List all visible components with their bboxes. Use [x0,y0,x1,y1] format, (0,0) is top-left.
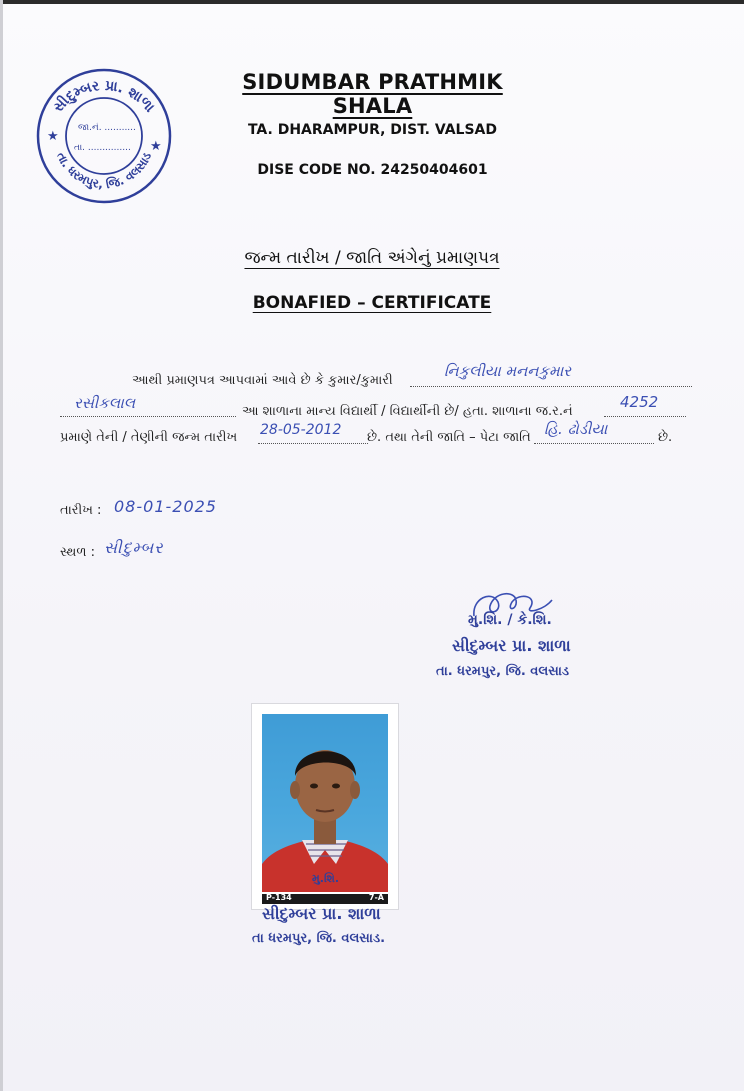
school-name: SIDUMBAR PRATHMIK SHALA [242,70,503,118]
photo-stamp-school: સીદુમ્બર પ્રા. શાળા [262,904,381,923]
seal-inner-line-1: જા.નં. ........... [78,123,136,133]
photo-code-bar [262,894,388,904]
date-value: 08-01-2025 [114,497,217,516]
certificate-title-gujarati: જન્મ તારીખ / જાતિ અંગેનું પ્રમાણપત્ર [244,248,500,268]
birthdate-fill-line [258,443,368,444]
place-label: સ્થળ : [60,545,96,560]
stamp-designation: મુ.શિ. / કે.શિ. [468,612,552,628]
svg-text:★: ★ [150,139,162,154]
scan-top-edge [0,0,744,4]
body-line1-prefix: આથી પ્રમાણપત્ર આપવામાં આવે છે કે કુમાર/કુમારી [132,373,393,388]
dise-code: DISE CODE NO. 24250404601 [257,162,488,178]
photo-stamp-overlay: મુ.શિ. [312,872,340,885]
surname-fill-line [60,416,236,417]
name-fill-line [410,386,692,387]
body-line3-end: છે. [658,430,673,445]
body-line3-b: છે. તથા તેની જાતિ – પેટા જાતિ [367,430,531,445]
body-line2-mid: આ શાળાના માન્ય વિદ્યાર્થી / વિદ્યાર્થીની છે/ હતા. શાળાના જ.ર.નં [242,404,573,419]
student-name: નિકુલીયા મનનકુમાર [444,362,572,380]
place-value: સીદુમ્બર [104,538,164,557]
photo-code-left: P-134 [266,893,292,902]
certificate-title-english: BONAFIED – CERTIFICATE [252,293,492,313]
register-number: 4252 [620,393,659,411]
student-photo [262,714,388,892]
seal-text-bottom: તા. ધરમપુર, જિ. વલસાડ [53,150,155,192]
body-line3-a: પ્રમાણે તેની / તેણીની જન્મ તારીખ [60,430,238,445]
student-surname: રસીકલાલ [74,394,136,412]
seal-text-top: સીદુમ્બર પ્રા. શાળા [50,77,158,116]
caste-fill-line [534,443,654,444]
school-seal [34,66,174,206]
stamp-school-name: સીદુમ્બર પ્રા. શાળા [452,636,571,655]
photo-code-right: 7-A [368,893,384,902]
scan-left-edge [0,0,3,1091]
date-label: તારીખ : [60,503,102,518]
svg-text:★: ★ [47,129,59,144]
svg-text:તા. ધરમપુર, જિ. વલસાડ [54,150,154,191]
birth-date: 28-05-2012 [260,422,342,438]
stamp-address: તા. ધરમપુર, જિ. વલસાડ [436,664,570,679]
caste-value: હિ. ઢોડીયા [544,420,608,438]
photo-stamp-address: તા ધરમપુર, જિ. વલસાડ. [252,931,386,946]
register-fill-line [604,416,686,417]
school-address: TA. DHARAMPUR, DIST. VALSAD [247,122,498,138]
seal-inner-line-2: તા. ............... [74,143,131,153]
student-photo-frame [252,704,398,909]
